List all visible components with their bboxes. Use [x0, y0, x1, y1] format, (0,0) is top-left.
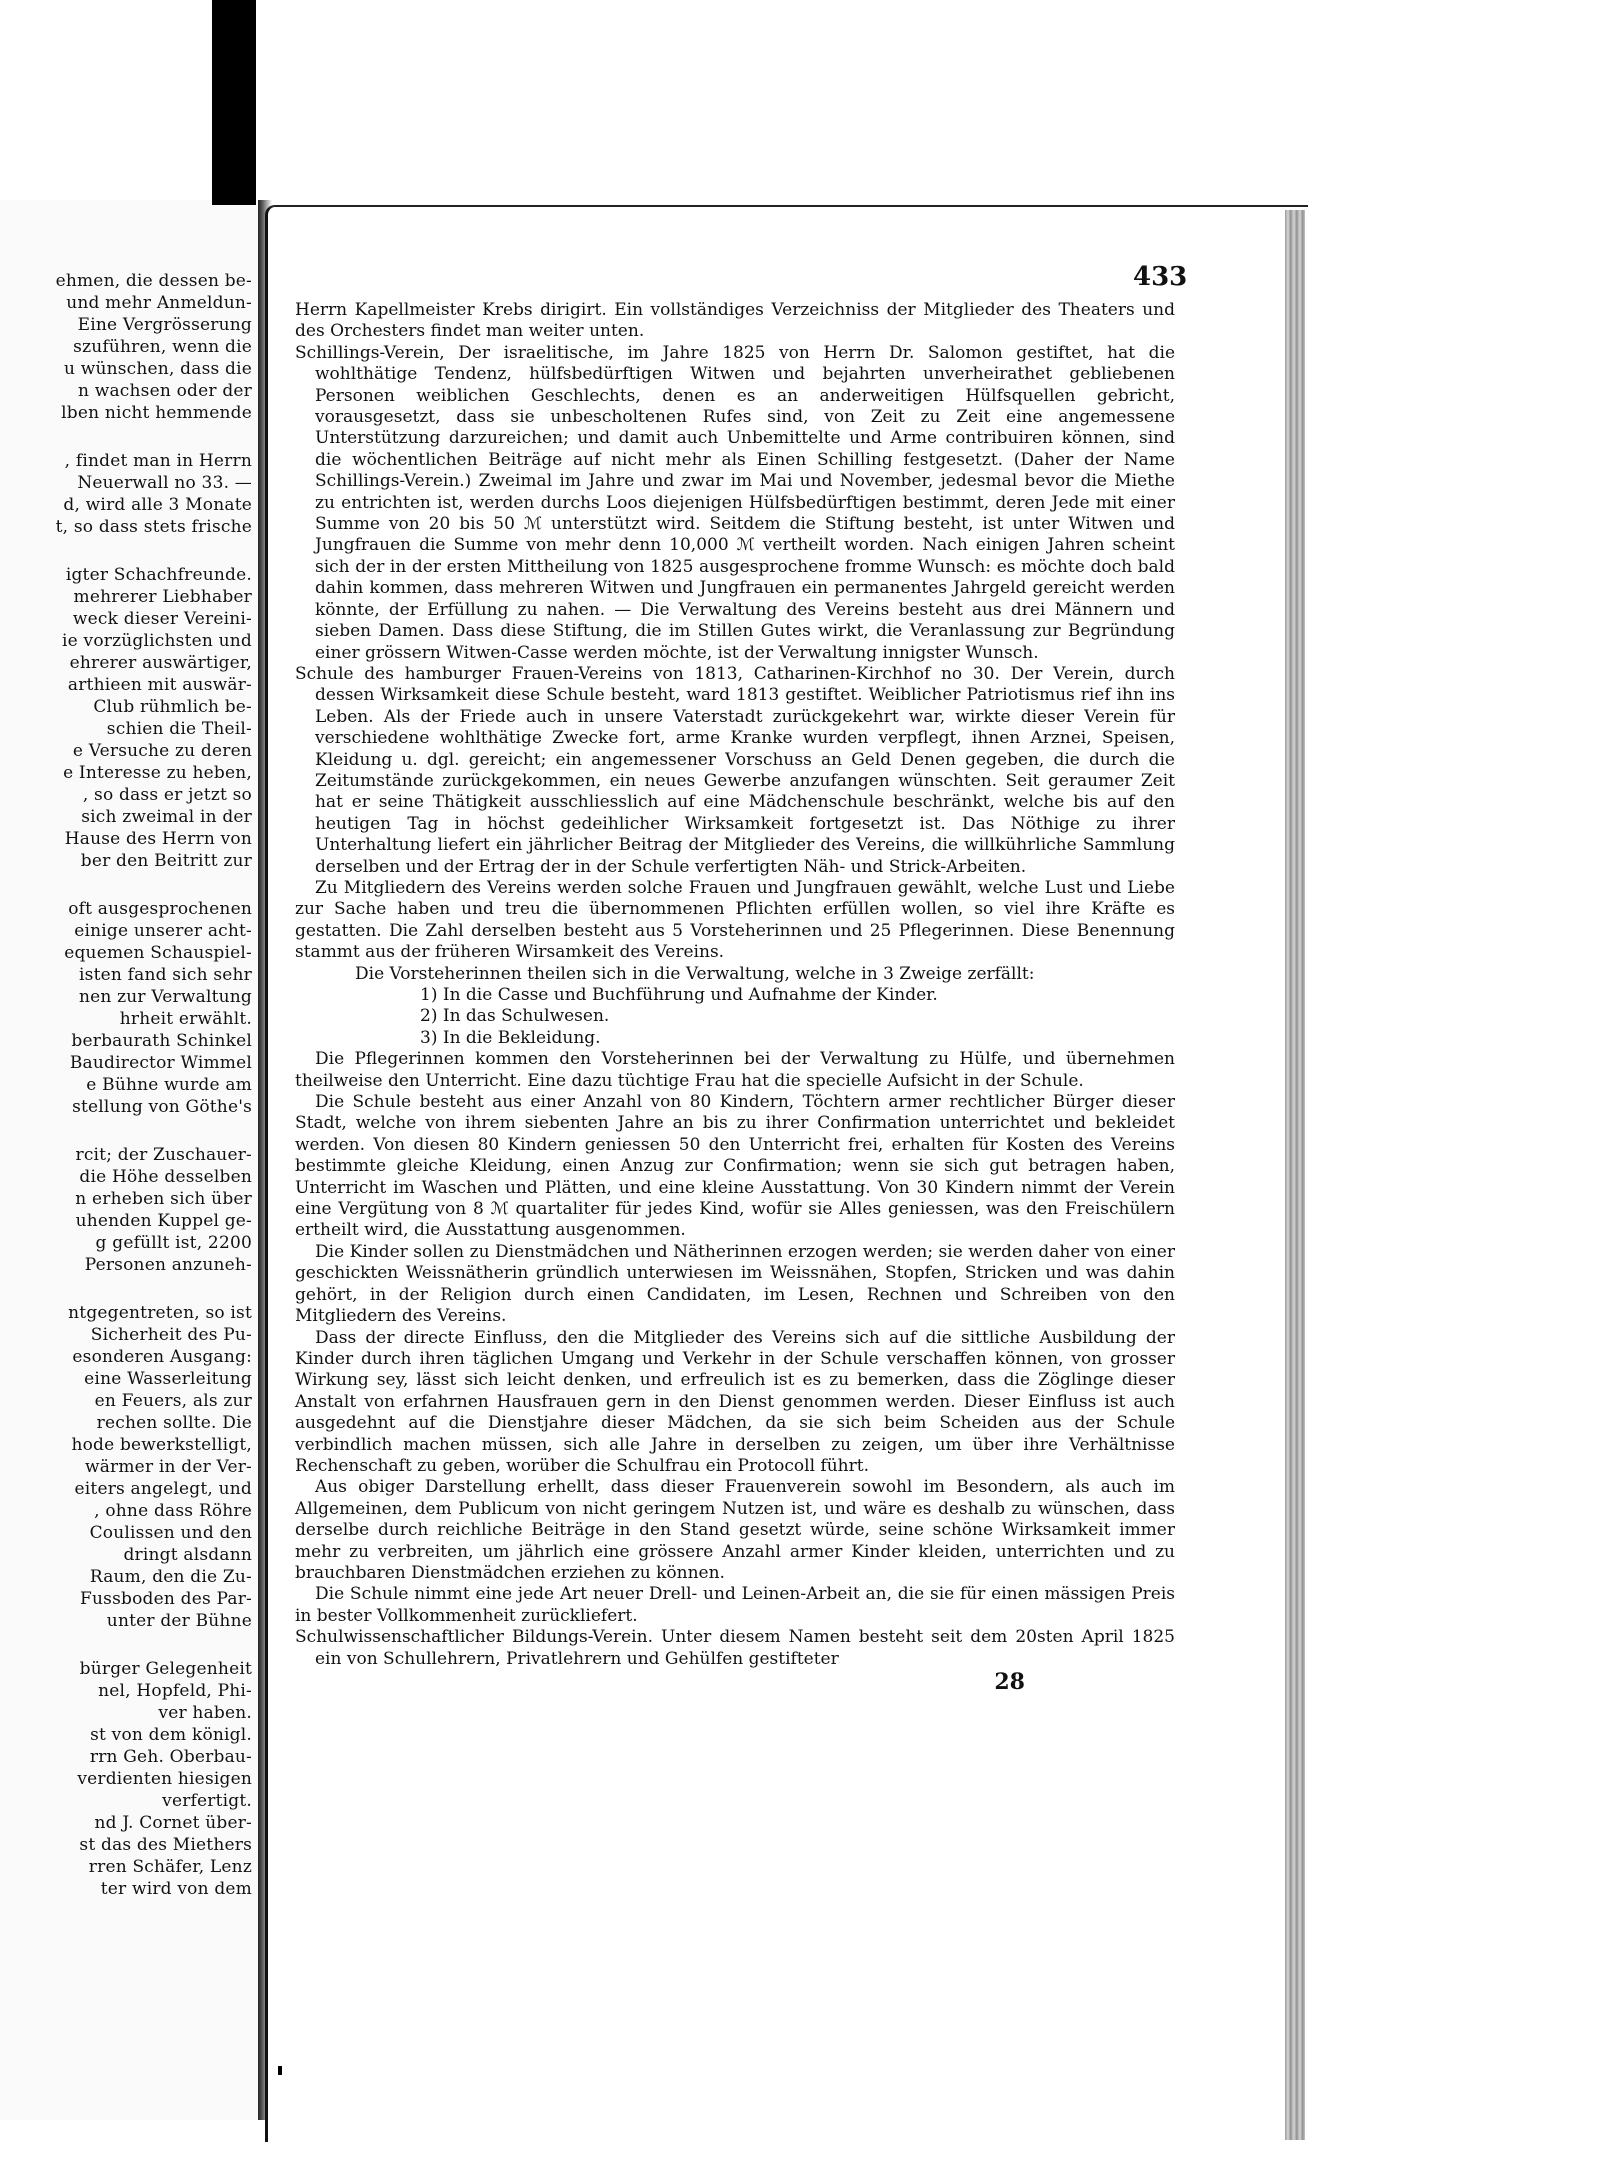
page-body	[295, 300, 1175, 1694]
left-line: verdienten hiesigen	[77, 1769, 252, 1789]
left-line: unter der Bühne	[106, 1611, 252, 1631]
left-line: e Interesse zu heben,	[63, 763, 252, 783]
left-line: nel, Hopfeld, Phi-	[98, 1681, 252, 1701]
left-line: ehmen, die dessen be-	[55, 271, 252, 291]
page-number: 433	[1133, 262, 1188, 292]
left-line: Hause des Herrn von	[64, 829, 252, 849]
list-item: 2) In das Schulwesen.	[420, 1006, 610, 1027]
left-line: hrheit erwählt.	[119, 1009, 252, 1029]
left-line: e Bühne wurde am	[86, 1075, 252, 1095]
left-line: ehrerer auswärtiger,	[69, 653, 252, 673]
left-line: schien die Theil-	[106, 719, 252, 739]
left-line: Personen anzuneh-	[84, 1255, 252, 1275]
left-line: st von dem königl.	[90, 1725, 252, 1745]
left-line: ie vorzüglichsten und	[62, 631, 252, 651]
left-line: u wünschen, dass die	[63, 359, 252, 379]
paragraph: Die Vorsteherinnen theilen sich in die Verwaltung, welche in 3 Zweige zerfällt:	[355, 963, 1035, 984]
left-line: d, wird alle 3 Monate	[63, 495, 252, 515]
left-line: eiters angelegt, und	[74, 1479, 252, 1499]
left-line: Eine Vergrösserung	[77, 315, 252, 335]
left-line: , ohne dass Röhre	[94, 1501, 252, 1521]
page-edge-stack	[1285, 210, 1305, 2140]
signature-mark: 28	[994, 1669, 1025, 1695]
left-line: ber den Beitritt zur	[80, 851, 252, 871]
left-line: Sicherheit des Pu-	[90, 1325, 252, 1345]
left-line: Coulissen und den	[89, 1523, 252, 1543]
left-line: einige unserer acht-	[74, 921, 252, 941]
left-line: isten fand sich sehr	[79, 965, 252, 985]
paragraph-list	[295, 300, 1175, 1670]
left-line: eine Wasserleitung	[84, 1369, 252, 1389]
paragraph: Die Pflegerinnen kommen den Vorsteherinnen bei der Verwaltung zu Hülfe, und übernehmen theilweise den Unterricht. Eine dazu tüchtige Frau hat die specielle Aufsicht in der Schule.	[295, 1049, 1175, 1091]
left-line: Club rühmlich be-	[93, 697, 252, 717]
left-line: uhenden Kuppel ge-	[75, 1211, 252, 1231]
paragraph: Aus obiger Darstellung erhellt, dass dieser Frauenverein sowohl im Besondern, als auch im Allgemeinen, dem Publicum von nicht geringem Nutzen ist, und wäre es deshalb zu wünschen, dass derselbe durch reichliche Beiträge in den Stand gesetzt würde, seine schöne Wirksamkeit immer mehr zu verbreiten, um jährlich eine grössere Anzahl armer Kinder kleiden, unterrichten und zu brauchbaren Dienstmädchen erziehen zu können.	[295, 1477, 1175, 1583]
list-item: 3) In die Bekleidung.	[420, 1027, 601, 1048]
left-line: Fussboden des Par-	[80, 1589, 252, 1609]
left-line: st das des Miethers	[79, 1835, 252, 1855]
left-line: Neuerwall no 33. —	[77, 473, 252, 493]
left-line: , so dass er jetzt so	[82, 785, 252, 805]
left-line: esonderen Ausgang:	[72, 1347, 252, 1367]
paragraph: Die Schule besteht aus einer Anzahl von 80 Kindern, Töchtern armer rechtlicher Bürger dieser Stadt, welche von ihrem siebenten Jahre an bis zu ihrer Confirmation unterrichtet und bekleidet werden. Von diesen 80 Kindern geniessen 50 den Unterricht frei, erhalten für Kosten des Vereins bestimmte gleiche Kleidung, einen Anzug zur Confirmation; wenn sie sich gut betragen haben, Unterricht im Waschen und Plätten, und eine kleine Ausstattung. Von 30 Kindern nimmt der Verein eine Vergütung von 8 ℳ quartaliter für jedes Kind, wofür sie Alles geniessen, was den Freischülern ertheilt wird, die Ausstattung ausgenommen.	[295, 1092, 1175, 1241]
paragraph: Herrn Kapellmeister Krebs dirigirt. Ein vollständiges Verzeichniss der Mitglieder des Theaters und des Orchesters findet man weiter unten.	[295, 300, 1175, 342]
entry-paragraph: Schulwissenschaftlicher Bildungs-Verein. Unter diesem Namen besteht seit dem 20sten April 1825 ein von Schullehrern, Privatlehrern und Gehülfen gestifteter	[295, 1627, 1175, 1669]
left-line: n wachsen oder der	[77, 381, 252, 401]
left-line: arthieen mit auswär-	[67, 675, 252, 695]
entry-paragraph: Schillings-Verein, Der israelitische, im Jahre 1825 von Herrn Dr. Salomon gestiftet, hat die wohlthätige Tendenz, hülfsbedürftigen Witwen und bejahrten unverheirathet gebliebenen Personen weiblichen Geschlechts, denen es an anderweitigen Hülfsquellen gebricht, vorausgesetzt, dass sie unbescholtenen Rufes sind, von Zeit zu Zeit eine angemessene Unterstützung darzureichen; und damit auch Unbemittelte und Arme contribuiren können, sind die wöchentlichen Beiträge auf nicht mehr als Einen Schilling festgesetzt. (Daher der Name Schillings-Verein.) Zweimal im Jahre und zwar im Mai und November, jedesmal bevor die Miethe zu entrichten ist, werden durchs Loos diejenigen Hülfsbedürftigen bestimmt, deren Jede mit einer Summe von 20 bis 50 ℳ unterstützt wird. Seitdem die Stiftung besteht, ist unter Witwen und Jungfrauen die Summe von mehr denn 10,000 ℳ vertheilt worden. Nach einigen Jahren scheint sich der in der ersten Mittheilung von 1825 ausgesprochene fromme Wunsch: es möchte doch bald dahin kommen, dass mehreren Witwen und Jungfrauen ein permanentes Jahrgeld gereicht werden könnte, der Erfüllung zu nahen. — Die Verwaltung des Vereins besteht aus drei Männern und sieben Damen. Dass diese Stiftung, die im Stillen Gutes wirkt, die Veranlassung zur Begründung einer grössern Witwen-Casse werden möchte, ist der Verwaltung innigster Wunsch.	[295, 342, 1175, 663]
left-line: sich zweimal in der	[81, 807, 252, 827]
left-line-gap	[0, 872, 252, 898]
left-page-fragment	[0, 200, 261, 2120]
left-line: igter Schachfreunde.	[65, 565, 252, 585]
left-line: e Versuche zu deren	[72, 741, 252, 761]
left-line: rcit; der Zuschauer-	[75, 1145, 252, 1165]
left-line: lben nicht hemmende	[61, 403, 252, 423]
left-line: und mehr Anmeldun-	[66, 293, 252, 313]
left-line-gap	[0, 424, 252, 450]
left-line: ter wird von dem	[100, 1879, 252, 1899]
paragraph: Die Kinder sollen zu Dienstmädchen und Nätherinnen erzogen werden; sie werden daher von einer geschickten Weissnätherin gründlich unterwiesen im Weissnähen, Stopfen, Stricken und was dahin gehört, in der Religion durch einen Candidaten, im Lesen, Rechnen und Schreiben von den Mitgliedern des Vereins.	[295, 1241, 1175, 1327]
left-line: berbaurath Schinkel	[71, 1031, 252, 1051]
left-line: n erheben sich über	[75, 1189, 252, 1209]
paragraph: Die Schule nimmt eine jede Art neuer Drell- und Leinen-Arbeit an, die sie für einen mässigen Preis in bester Vollkommenheit zurückliefert.	[295, 1584, 1175, 1626]
list-item: 1) In die Casse und Buchführung und Aufnahme der Kinder.	[420, 985, 938, 1005]
left-line-gap	[0, 1118, 252, 1144]
left-line: ver haben.	[158, 1703, 252, 1723]
left-line: rechen sollte. Die	[96, 1413, 252, 1433]
left-line: en Feuers, als zur	[94, 1391, 252, 1411]
left-line: equemen Schauspiel-	[64, 943, 252, 963]
left-line: szuführen, wenn die	[73, 337, 252, 357]
left-line: oft ausgesprochenen	[68, 899, 252, 919]
left-line: stellung von Göthe's	[72, 1097, 252, 1117]
left-line: wärmer in der Ver-	[84, 1457, 252, 1477]
left-line: bürger Gelegenheit	[79, 1659, 252, 1679]
left-line-gap	[0, 538, 252, 564]
left-page-text	[0, 270, 252, 1900]
left-line: t, so dass stets frische	[55, 517, 252, 537]
left-line: weck dieser Vereini-	[72, 609, 252, 629]
paragraph: Zu Mitgliedern des Vereins werden solche Frauen und Jungfrauen gewählt, welche Lust und Liebe zur Sache haben und treu die übernommenen Pflichten erfüllen wollen, so viel ihre Kräfte es gestatten. Die Zahl derselben besteht aus 5 Vorsteherinnen und 25 Pflegerinnen. Diese Benennung stammt aus der früheren Wirsamkeit des Vereins.	[295, 877, 1175, 963]
left-line: Baudirector Wimmel	[69, 1053, 252, 1073]
left-line: rrn Geh. Oberbau-	[89, 1747, 252, 1767]
left-line: g gefüllt ist, 2200	[95, 1233, 252, 1253]
binding-shadow	[212, 0, 256, 205]
left-line: rren Schäfer, Lenz	[88, 1857, 252, 1877]
left-line-gap	[0, 1632, 252, 1658]
bottom-mark	[278, 2066, 282, 2075]
left-line: nen zur Verwaltung	[78, 987, 252, 1007]
entry-paragraph: Schule des hamburger Frauen-Vereins von 1813, Catharinen-Kirchhof no 30. Der Verein, durch dessen Wirksamkeit diese Schule besteht, ward 1813 gestiftet. Weiblicher Patriotismus rief ihn ins Leben. Als der Friede auch in unsere Vaterstadt zurückgekehrt war, wirkte dieser Verein für verschiedene wohlthätige Zwecke fort, arme Kranke wurden verpflegt, ihnen Arznei, Speisen, Kleidung u. dgl. gereicht; ein angemessener Vorschuss an Geld Denen gegeben, die durch die Zeitumstände zurückgekommen, ein neues Gewerbe anzufangen wünschten. Seit geraumer Zeit hat er seine Thätigkeit ausschliesslich auf eine Mädchenschule beschränkt, welche bis auf den heutigen Tag in höchst gedeihlicher Wirksamkeit fortgesetzt ist. Das Nöthige zu ihrer Unterhaltung liefert ein jährlicher Beitrag der Mitglieder des Vereins, die willkührliche Sammlung derselben und der Ertrag der in der Schule verfertigten Näh- und Strick-Arbeiten.	[295, 663, 1175, 877]
left-line: , findet man in Herrn	[64, 451, 252, 471]
left-line: dringt alsdann	[123, 1545, 252, 1565]
left-line: die Höhe desselben	[79, 1167, 252, 1187]
left-line: ntgegentreten, so ist	[68, 1303, 252, 1323]
left-line: nd J. Cornet über-	[94, 1813, 252, 1833]
paragraph: Dass der directe Einfluss, den die Mitglieder des Vereins sich auf die sittliche Ausbildung der Kinder durch ihren täglichen Umgang und Verkehr in der Schule verschaffen können, von grosser Wirkung sey, lässt sich leicht denken, und erfreulich ist es zu bemerken, dass die Zöglinge dieser Anstalt von erfahrnen Hausfrauen gern in den Dienst genommen werden. Dieser Einfluss ist auch ausgedehnt auf die Dienstjahre dieser Mädchen, da sie sich beim Scheiden aus der Schule verbindlich machen müssen, sich alle Jahre in derselben zu zeigen, um über ihre Verhältnisse Rechenschaft zu geben, worüber die Schulfrau ein Protocoll führt.	[295, 1327, 1175, 1476]
left-line: mehrerer Liebhaber	[73, 587, 252, 607]
left-line: Raum, den die Zu-	[89, 1567, 252, 1587]
left-line-gap	[0, 1276, 252, 1302]
left-line: verfertigt.	[162, 1791, 252, 1811]
left-line: hode bewerkstelligt,	[71, 1435, 252, 1455]
